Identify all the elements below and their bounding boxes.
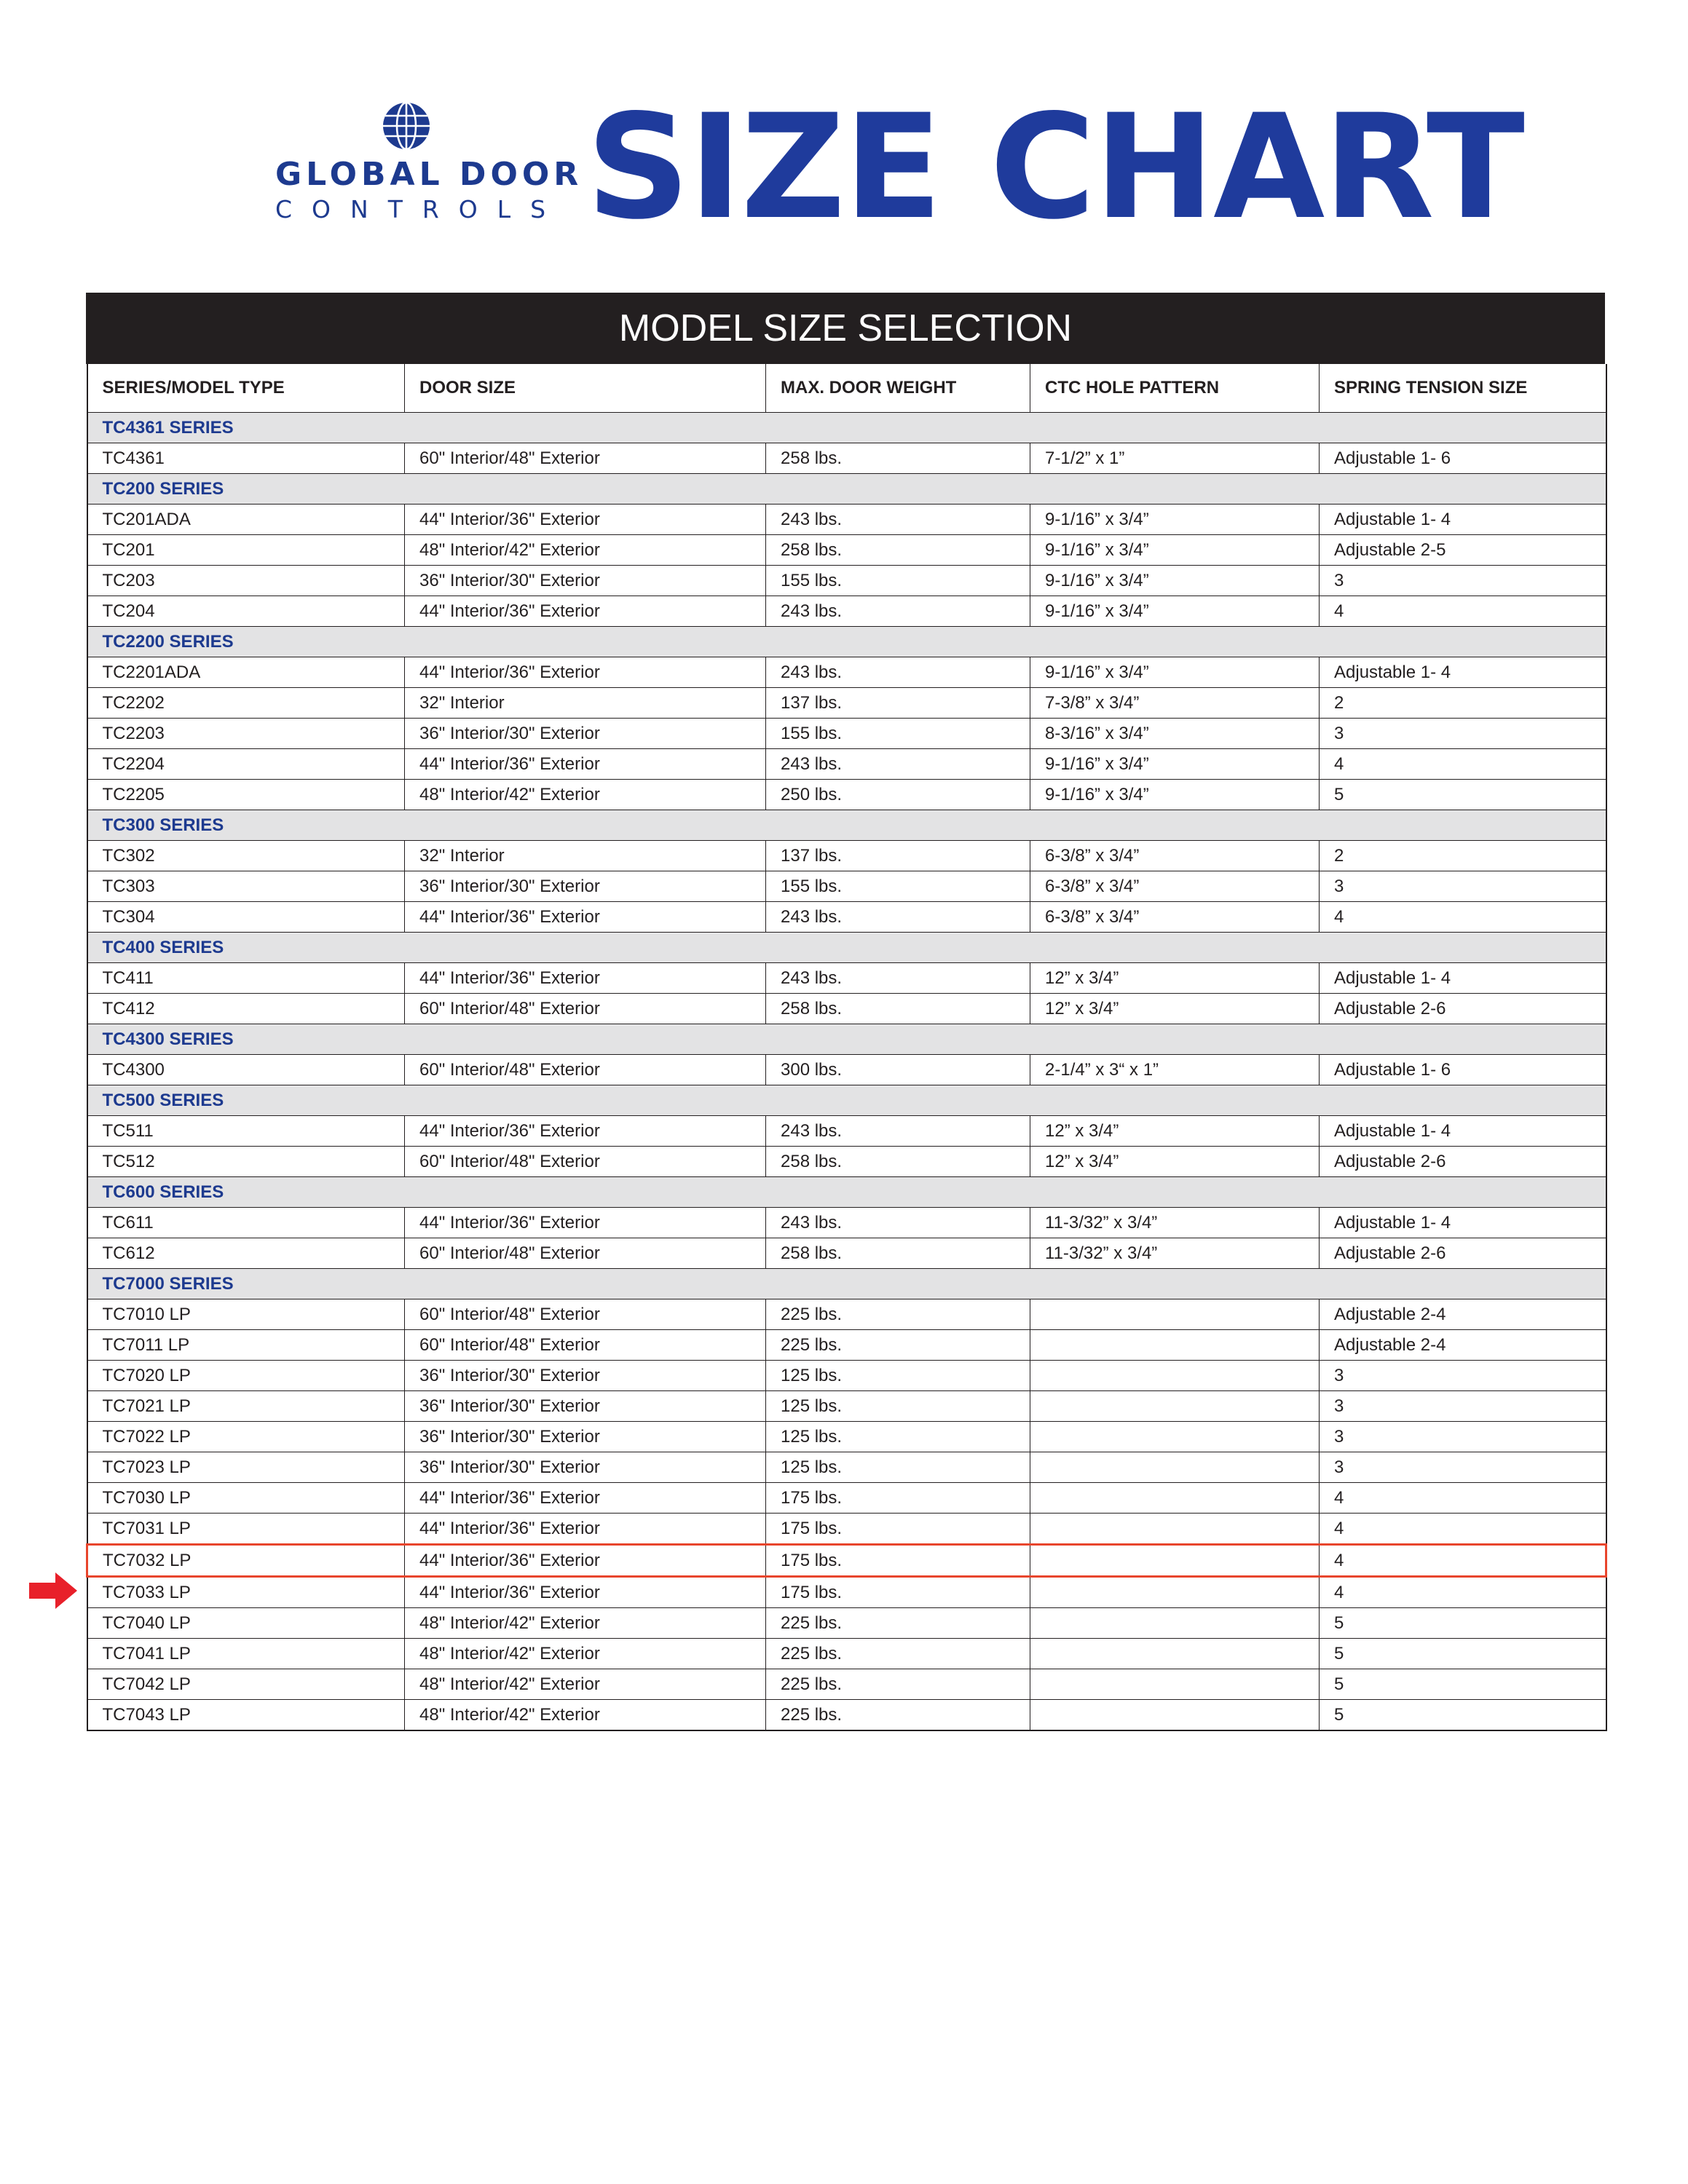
- table-row: [87, 994, 1606, 1024]
- spring-tension-cell: Adjustable 1- 4: [1320, 505, 1606, 535]
- door-size-cell: 48" Interior/42" Exterior: [405, 535, 766, 566]
- max-weight-cell: 243 lbs.: [766, 749, 1030, 780]
- column-header-spring-tension: SPRING TENSION SIZE: [1320, 364, 1606, 413]
- table-row: [87, 780, 1606, 810]
- ctc-hole-cell: 7-3/8” x 3/4”: [1030, 688, 1320, 719]
- model-cell: TC411: [87, 963, 405, 994]
- ctc-hole-cell: 6-3/8” x 3/4”: [1030, 871, 1320, 902]
- door-size-cell: 36" Interior/30" Exterior: [405, 566, 766, 596]
- ctc-hole-cell: [1030, 1577, 1320, 1608]
- max-weight-cell: 258 lbs.: [766, 1147, 1030, 1177]
- table-row: [87, 1608, 1606, 1639]
- ctc-hole-cell: 9-1/16” x 3/4”: [1030, 535, 1320, 566]
- ctc-hole-cell: 6-3/8” x 3/4”: [1030, 902, 1320, 933]
- door-size-cell: 44" Interior/36" Exterior: [405, 505, 766, 535]
- model-cell: TC201: [87, 535, 405, 566]
- model-cell: TC204: [87, 596, 405, 627]
- table-row: [87, 902, 1606, 933]
- door-size-cell: 48" Interior/42" Exterior: [405, 1700, 766, 1731]
- table-row: [87, 1330, 1606, 1361]
- series-label: TC400 SERIES: [87, 933, 1606, 963]
- spring-tension-cell: Adjustable 1- 6: [1320, 443, 1606, 474]
- ctc-hole-cell: [1030, 1639, 1320, 1669]
- max-weight-cell: 175 lbs.: [766, 1483, 1030, 1514]
- table-row: [87, 1452, 1606, 1483]
- logo-wordmark-line2: CONTROLS: [275, 195, 566, 223]
- spring-tension-cell: Adjustable 2-6: [1320, 1238, 1606, 1269]
- series-label: TC4300 SERIES: [87, 1024, 1606, 1055]
- max-weight-cell: 243 lbs.: [766, 902, 1030, 933]
- spring-tension-cell: 3: [1320, 719, 1606, 749]
- table-row: [87, 1238, 1606, 1269]
- model-cell: TC303: [87, 871, 405, 902]
- door-size-cell: 32" Interior: [405, 841, 766, 871]
- model-cell: TC512: [87, 1147, 405, 1177]
- ctc-hole-cell: [1030, 1299, 1320, 1330]
- spring-tension-cell: 2: [1320, 688, 1606, 719]
- column-header-series: SERIES/MODEL TYPE: [87, 364, 405, 413]
- spring-tension-cell: 5: [1320, 1669, 1606, 1700]
- door-size-cell: 60" Interior/48" Exterior: [405, 1330, 766, 1361]
- max-weight-cell: 155 lbs.: [766, 719, 1030, 749]
- model-cell: TC7043 LP: [87, 1700, 405, 1731]
- max-weight-cell: 258 lbs.: [766, 1238, 1030, 1269]
- series-label: TC200 SERIES: [87, 474, 1606, 505]
- model-cell: TC201ADA: [87, 505, 405, 535]
- ctc-hole-cell: 12” x 3/4”: [1030, 963, 1320, 994]
- table-body: [87, 413, 1606, 1731]
- door-size-cell: 36" Interior/30" Exterior: [405, 1452, 766, 1483]
- model-cell: TC2202: [87, 688, 405, 719]
- max-weight-cell: 243 lbs.: [766, 1116, 1030, 1147]
- max-weight-cell: 225 lbs.: [766, 1669, 1030, 1700]
- highlighted-table-row: [87, 1545, 1606, 1577]
- ctc-hole-cell: 8-3/16” x 3/4”: [1030, 719, 1320, 749]
- series-label: TC4361 SERIES: [87, 413, 1606, 443]
- spring-tension-cell: 4: [1320, 1577, 1606, 1608]
- model-cell: TC511: [87, 1116, 405, 1147]
- spring-tension-cell: Adjustable 1- 4: [1320, 657, 1606, 688]
- ctc-hole-cell: 6-3/8” x 3/4”: [1030, 841, 1320, 871]
- model-cell: TC7021 LP: [87, 1391, 405, 1422]
- model-cell: TC2205: [87, 780, 405, 810]
- ctc-hole-cell: [1030, 1361, 1320, 1391]
- spring-tension-cell: 3: [1320, 1391, 1606, 1422]
- table-heading: MODEL SIZE SELECTION: [86, 293, 1605, 364]
- model-cell: TC612: [87, 1238, 405, 1269]
- door-size-cell: 48" Interior/42" Exterior: [405, 1639, 766, 1669]
- model-cell: TC2203: [87, 719, 405, 749]
- model-cell: TC7023 LP: [87, 1452, 405, 1483]
- ctc-hole-cell: 9-1/16” x 3/4”: [1030, 596, 1320, 627]
- model-cell: TC611: [87, 1208, 405, 1238]
- table-row: [87, 505, 1606, 535]
- column-header-ctc-hole: CTC HOLE PATTERN: [1030, 364, 1320, 413]
- door-size-cell: 48" Interior/42" Exterior: [405, 780, 766, 810]
- logo-wordmark-line1: GLOBAL DOOR: [275, 156, 583, 193]
- column-header-max-weight: MAX. DOOR WEIGHT: [766, 364, 1030, 413]
- table-row: [87, 596, 1606, 627]
- max-weight-cell: 125 lbs.: [766, 1361, 1030, 1391]
- max-weight-cell: 155 lbs.: [766, 566, 1030, 596]
- size-table: [86, 364, 1607, 1731]
- series-header-row: [87, 933, 1606, 963]
- max-weight-cell: 258 lbs.: [766, 994, 1030, 1024]
- series-header-row: [87, 413, 1606, 443]
- model-cell: TC7030 LP: [87, 1483, 405, 1514]
- spring-tension-cell: 4: [1320, 749, 1606, 780]
- table-row: [87, 1299, 1606, 1330]
- max-weight-cell: 225 lbs.: [766, 1330, 1030, 1361]
- table-row: [87, 1422, 1606, 1452]
- door-size-cell: 36" Interior/30" Exterior: [405, 719, 766, 749]
- door-size-cell: 44" Interior/36" Exterior: [405, 1577, 766, 1608]
- ctc-hole-cell: [1030, 1483, 1320, 1514]
- spring-tension-cell: Adjustable 2-6: [1320, 1147, 1606, 1177]
- series-header-row: [87, 1269, 1606, 1299]
- spring-tension-cell: Adjustable 1- 4: [1320, 1208, 1606, 1238]
- model-cell: TC2204: [87, 749, 405, 780]
- spring-tension-cell: 5: [1320, 780, 1606, 810]
- column-header-door-size: DOOR SIZE: [405, 364, 766, 413]
- series-header-row: [87, 474, 1606, 505]
- table-row: [87, 963, 1606, 994]
- table-row: [87, 1055, 1606, 1085]
- door-size-cell: 60" Interior/48" Exterior: [405, 994, 766, 1024]
- door-size-cell: 60" Interior/48" Exterior: [405, 1147, 766, 1177]
- door-size-cell: 44" Interior/36" Exterior: [405, 1208, 766, 1238]
- ctc-hole-cell: [1030, 1545, 1320, 1577]
- ctc-hole-cell: [1030, 1391, 1320, 1422]
- spring-tension-cell: Adjustable 2-5: [1320, 535, 1606, 566]
- series-label: TC600 SERIES: [87, 1177, 1606, 1208]
- series-label: TC2200 SERIES: [87, 627, 1606, 657]
- max-weight-cell: 225 lbs.: [766, 1608, 1030, 1639]
- model-cell: TC7022 LP: [87, 1422, 405, 1452]
- spring-tension-cell: 4: [1320, 1483, 1606, 1514]
- max-weight-cell: 300 lbs.: [766, 1055, 1030, 1085]
- door-size-cell: 44" Interior/36" Exterior: [405, 1483, 766, 1514]
- red-arrow-icon: [29, 1572, 77, 1609]
- max-weight-cell: 243 lbs.: [766, 596, 1030, 627]
- door-size-cell: 44" Interior/36" Exterior: [405, 657, 766, 688]
- model-cell: TC7042 LP: [87, 1669, 405, 1700]
- door-size-cell: 48" Interior/42" Exterior: [405, 1669, 766, 1700]
- spring-tension-cell: 3: [1320, 1361, 1606, 1391]
- ctc-hole-cell: 9-1/16” x 3/4”: [1030, 749, 1320, 780]
- max-weight-cell: 243 lbs.: [766, 963, 1030, 994]
- door-size-cell: 44" Interior/36" Exterior: [405, 1514, 766, 1545]
- globe-icon: [381, 100, 432, 151]
- table-row: [87, 1391, 1606, 1422]
- max-weight-cell: 258 lbs.: [766, 535, 1030, 566]
- max-weight-cell: 258 lbs.: [766, 443, 1030, 474]
- model-cell: TC2201ADA: [87, 657, 405, 688]
- table-row: [87, 1577, 1606, 1608]
- model-cell: TC7040 LP: [87, 1608, 405, 1639]
- spring-tension-cell: 3: [1320, 1422, 1606, 1452]
- table-row: [87, 657, 1606, 688]
- table-row: [87, 1116, 1606, 1147]
- ctc-hole-cell: [1030, 1669, 1320, 1700]
- page-title: SIZE CHART: [586, 83, 1523, 251]
- max-weight-cell: 155 lbs.: [766, 871, 1030, 902]
- model-cell: TC7010 LP: [87, 1299, 405, 1330]
- spring-tension-cell: 3: [1320, 871, 1606, 902]
- max-weight-cell: 175 lbs.: [766, 1577, 1030, 1608]
- table-row: [87, 1639, 1606, 1669]
- table-row: [87, 871, 1606, 902]
- door-size-cell: 44" Interior/36" Exterior: [405, 902, 766, 933]
- door-size-cell: 36" Interior/30" Exterior: [405, 1391, 766, 1422]
- spring-tension-cell: 4: [1320, 1514, 1606, 1545]
- series-label: TC7000 SERIES: [87, 1269, 1606, 1299]
- brand-logo: [275, 100, 583, 223]
- table-row: [87, 1514, 1606, 1545]
- series-label: TC500 SERIES: [87, 1085, 1606, 1116]
- table-row: [87, 1669, 1606, 1700]
- spring-tension-cell: Adjustable 2-6: [1320, 994, 1606, 1024]
- max-weight-cell: 250 lbs.: [766, 780, 1030, 810]
- door-size-cell: 32" Interior: [405, 688, 766, 719]
- model-cell: TC4361: [87, 443, 405, 474]
- door-size-cell: 60" Interior/48" Exterior: [405, 1238, 766, 1269]
- ctc-hole-cell: 9-1/16” x 3/4”: [1030, 780, 1320, 810]
- series-label: TC300 SERIES: [87, 810, 1606, 841]
- spring-tension-cell: 2: [1320, 841, 1606, 871]
- door-size-cell: 60" Interior/48" Exterior: [405, 1299, 766, 1330]
- door-size-cell: 60" Interior/48" Exterior: [405, 443, 766, 474]
- ctc-hole-cell: [1030, 1608, 1320, 1639]
- ctc-hole-cell: [1030, 1330, 1320, 1361]
- max-weight-cell: 225 lbs.: [766, 1639, 1030, 1669]
- model-cell: TC302: [87, 841, 405, 871]
- door-size-cell: 44" Interior/36" Exterior: [405, 963, 766, 994]
- door-size-cell: 36" Interior/30" Exterior: [405, 1361, 766, 1391]
- max-weight-cell: 175 lbs.: [766, 1514, 1030, 1545]
- door-size-cell: 60" Interior/48" Exterior: [405, 1055, 766, 1085]
- model-cell: TC304: [87, 902, 405, 933]
- series-header-row: [87, 1177, 1606, 1208]
- model-cell: TC412: [87, 994, 405, 1024]
- table-row: [87, 1361, 1606, 1391]
- ctc-hole-cell: [1030, 1452, 1320, 1483]
- spring-tension-cell: 3: [1320, 1452, 1606, 1483]
- ctc-hole-cell: 9-1/16” x 3/4”: [1030, 505, 1320, 535]
- spring-tension-cell: Adjustable 2-4: [1320, 1299, 1606, 1330]
- door-size-cell: 44" Interior/36" Exterior: [405, 596, 766, 627]
- ctc-hole-cell: [1030, 1700, 1320, 1731]
- table-row: [87, 535, 1606, 566]
- max-weight-cell: 243 lbs.: [766, 1208, 1030, 1238]
- table-row: [87, 1147, 1606, 1177]
- ctc-hole-cell: 12” x 3/4”: [1030, 1116, 1320, 1147]
- ctc-hole-cell: 7-1/2” x 1”: [1030, 443, 1320, 474]
- model-cell: TC7020 LP: [87, 1361, 405, 1391]
- table-row: [87, 749, 1606, 780]
- model-cell: TC4300: [87, 1055, 405, 1085]
- spring-tension-cell: Adjustable 2-4: [1320, 1330, 1606, 1361]
- series-header-row: [87, 1085, 1606, 1116]
- max-weight-cell: 137 lbs.: [766, 688, 1030, 719]
- door-size-cell: 48" Interior/42" Exterior: [405, 1608, 766, 1639]
- table-row: [87, 443, 1606, 474]
- max-weight-cell: 125 lbs.: [766, 1422, 1030, 1452]
- max-weight-cell: 137 lbs.: [766, 841, 1030, 871]
- max-weight-cell: 243 lbs.: [766, 657, 1030, 688]
- spring-tension-cell: Adjustable 1- 6: [1320, 1055, 1606, 1085]
- table-row: [87, 688, 1606, 719]
- max-weight-cell: 125 lbs.: [766, 1391, 1030, 1422]
- series-header-row: [87, 810, 1606, 841]
- ctc-hole-cell: 12” x 3/4”: [1030, 994, 1320, 1024]
- model-cell: TC7032 LP: [87, 1545, 405, 1577]
- table-row: [87, 719, 1606, 749]
- spring-tension-cell: 4: [1320, 596, 1606, 627]
- table-row: [87, 1483, 1606, 1514]
- ctc-hole-cell: 11-3/32” x 3/4”: [1030, 1238, 1320, 1269]
- ctc-hole-cell: 2-1/4” x 3“ x 1”: [1030, 1055, 1320, 1085]
- table-row: [87, 1208, 1606, 1238]
- max-weight-cell: 125 lbs.: [766, 1452, 1030, 1483]
- max-weight-cell: 225 lbs.: [766, 1299, 1030, 1330]
- spring-tension-cell: 5: [1320, 1700, 1606, 1731]
- spring-tension-cell: 4: [1320, 1545, 1606, 1577]
- max-weight-cell: 175 lbs.: [766, 1545, 1030, 1577]
- model-cell: TC7031 LP: [87, 1514, 405, 1545]
- door-size-cell: 36" Interior/30" Exterior: [405, 1422, 766, 1452]
- model-cell: TC7041 LP: [87, 1639, 405, 1669]
- door-size-cell: 44" Interior/36" Exterior: [405, 1545, 766, 1577]
- table-row: [87, 1700, 1606, 1731]
- ctc-hole-cell: [1030, 1422, 1320, 1452]
- spring-tension-cell: 4: [1320, 902, 1606, 933]
- model-cell: TC7033 LP: [87, 1577, 405, 1608]
- table-header-row: [87, 364, 1606, 413]
- door-size-cell: 44" Interior/36" Exterior: [405, 1116, 766, 1147]
- spring-tension-cell: Adjustable 1- 4: [1320, 1116, 1606, 1147]
- ctc-hole-cell: 12” x 3/4”: [1030, 1147, 1320, 1177]
- spring-tension-cell: 3: [1320, 566, 1606, 596]
- ctc-hole-cell: 11-3/32” x 3/4”: [1030, 1208, 1320, 1238]
- door-size-cell: 36" Interior/30" Exterior: [405, 871, 766, 902]
- table-row: [87, 841, 1606, 871]
- spring-tension-cell: 5: [1320, 1608, 1606, 1639]
- size-table-container: [86, 293, 1605, 1731]
- door-size-cell: 44" Interior/36" Exterior: [405, 749, 766, 780]
- model-cell: TC203: [87, 566, 405, 596]
- max-weight-cell: 243 lbs.: [766, 505, 1030, 535]
- ctc-hole-cell: [1030, 1514, 1320, 1545]
- model-cell: TC7011 LP: [87, 1330, 405, 1361]
- series-header-row: [87, 627, 1606, 657]
- spring-tension-cell: Adjustable 1- 4: [1320, 963, 1606, 994]
- ctc-hole-cell: 9-1/16” x 3/4”: [1030, 657, 1320, 688]
- spring-tension-cell: 5: [1320, 1639, 1606, 1669]
- table-row: [87, 566, 1606, 596]
- ctc-hole-cell: 9-1/16” x 3/4”: [1030, 566, 1320, 596]
- series-header-row: [87, 1024, 1606, 1055]
- max-weight-cell: 225 lbs.: [766, 1700, 1030, 1731]
